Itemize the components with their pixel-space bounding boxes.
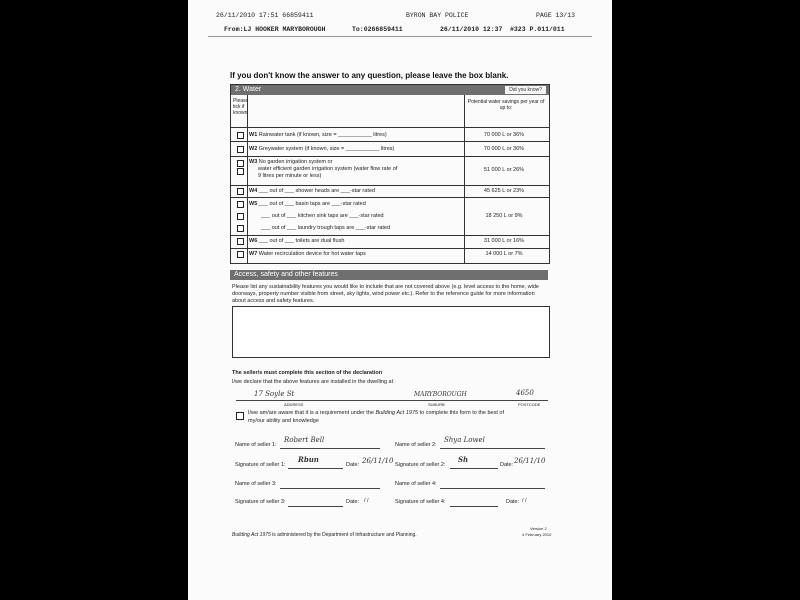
seller4-name-label: Name of seller 4:	[395, 481, 437, 487]
address-label: ADDRESS	[284, 402, 304, 407]
row-w2: W2 Greywater system (if known, size = ___________ litres)	[249, 146, 395, 152]
declaration-line: I/we declare that the above features are installed in the dwelling at	[232, 379, 394, 385]
access-instructions: Please list any sustainability features you would like to include that are not covered above (e.g. level access to the home, wide doorways, property number visible from street, sky lights, wind power etc.). Refer to the reference guide for more information about access and safety features.	[232, 284, 539, 304]
saving-w2: 70 000 L or 36%	[483, 146, 525, 152]
access-section-header: Access, safety and other features	[230, 270, 548, 280]
fax-ref: #323 P.011/011	[510, 26, 565, 33]
seller3-name-field[interactable]	[280, 488, 380, 489]
savings-header: Potential water savings per year of up to:	[467, 99, 545, 111]
aware-statement-line2: my/our ability and knowledge	[248, 418, 319, 424]
checkbox-w5c[interactable]	[237, 225, 244, 232]
footer-text: Building Act 1975 is administered by the Department of Infrastructure and Planning.	[232, 532, 417, 538]
seller1-name: Robert Bell	[284, 436, 325, 444]
seller3-signature-field[interactable]	[288, 506, 343, 507]
seller2-name: Shya Lowel	[444, 436, 485, 444]
seller2-signature: Sh	[458, 455, 469, 464]
postcode-handwritten: 4650	[516, 389, 534, 397]
row-w3-line2: water efficient garden irrigation system (water flow rate of	[258, 166, 398, 172]
row-w5-line2: ___ out of ___ kitchen sink taps are ___-star rated	[261, 213, 384, 219]
suburb-label: SUBURB	[428, 402, 445, 407]
access-features-textbox[interactable]	[232, 306, 550, 358]
seller4-date-blank[interactable]: / /	[522, 498, 527, 504]
row-w6: W6 ___ out of ___ toilets are dual flush	[249, 238, 345, 244]
row-w5-line3: ___ out of ___ laundry trough taps are ___-star rated	[261, 225, 391, 231]
water-table	[230, 84, 550, 264]
saving-w5: 18 250 L or 9%	[485, 213, 523, 219]
fax-date: 26/11/2010 12:37	[440, 26, 503, 33]
fax-header-left: 26/11/2010 17:51 66859411	[216, 12, 314, 19]
saving-w1: 70 000 L or 36%	[483, 132, 525, 138]
checkbox-w2[interactable]	[237, 146, 244, 153]
checkbox-w3a[interactable]	[237, 160, 244, 167]
fax-to: To:0266859411	[352, 26, 403, 33]
seller4-date-label: Date:	[506, 499, 520, 505]
seller4-signature-field[interactable]	[450, 506, 498, 507]
seller1-name-label: Name of seller 1:	[235, 442, 277, 448]
aware-statement: I/we am/are aware that it is a requirement under the Building Act 1975 to complete this form to the best of	[248, 410, 504, 416]
checkbox-w3b[interactable]	[237, 168, 244, 175]
checkbox-w5a[interactable]	[237, 201, 244, 208]
row-w7: W7 Water recirculation device for hot water taps	[249, 251, 366, 257]
row-w3-line3: 9 litres per minute or less)	[258, 173, 322, 179]
seller1-signature-label: Signature of seller 1:	[235, 462, 286, 468]
seller3-signature-label: Signature of seller 3:	[235, 499, 286, 505]
row-w4: W4 ___ out of ___ shower heads are ___-star rated	[249, 188, 375, 194]
seller3-date-label: Date:	[346, 499, 360, 505]
seller2-date-label: Date:	[500, 462, 514, 468]
tick-header: Please tick if known	[233, 98, 249, 116]
address-handwritten: 17 Soyle St	[254, 390, 295, 398]
row-w1: W1 Rainwater tank (if known, size = ___________ litres)	[249, 132, 387, 138]
seller2-name-label: Name of seller 2:	[395, 442, 437, 448]
checkbox-w7[interactable]	[237, 251, 244, 258]
seller4-signature-label: Signature of seller 4:	[395, 499, 446, 505]
footer-version-date: 4 February 2010	[522, 532, 552, 537]
seller1-signature: Rbun	[298, 455, 319, 464]
checkbox-w6[interactable]	[237, 238, 244, 245]
fax-divider	[208, 36, 592, 37]
seller2-signature-label: Signature of seller 2:	[395, 462, 446, 468]
fax-header-sender: BYRON BAY POLICE	[406, 12, 469, 19]
tick-column-divider	[247, 95, 248, 263]
seller3-date-blank[interactable]: / /	[364, 498, 369, 504]
fax-header-page: PAGE 13/13	[536, 12, 576, 19]
water-section-header	[231, 85, 549, 95]
seller4-name-field[interactable]	[440, 488, 545, 489]
fax-from: From:LJ HOOKER MARYBOROUGH	[224, 26, 326, 33]
saving-w6: 31 000 L or 16%	[483, 238, 525, 244]
saving-w7: 14 000 L or 7%	[485, 251, 523, 257]
seller3-name-label: Name of seller 3:	[235, 481, 277, 487]
seller2-date: 26/11/10	[514, 457, 546, 465]
saving-w3: 51 000 L or 26%	[483, 167, 525, 173]
postcode-label: POSTCODE	[518, 402, 541, 407]
checkbox-w1[interactable]	[237, 132, 244, 139]
document-page	[188, 0, 612, 600]
row-w3: W3 No garden irrigation system or	[249, 159, 333, 165]
did-you-know-badge: Did you know?	[505, 86, 546, 94]
suburb-handwritten: MARYBOROUGH	[414, 391, 467, 398]
checkbox-w5b[interactable]	[237, 213, 244, 220]
address-line	[236, 400, 548, 401]
lead-instruction: If you don't know the answer to any question, please leave the box blank.	[230, 71, 509, 80]
seller1-date-label: Date:	[346, 462, 360, 468]
seller1-date: 26/11/10	[362, 457, 394, 465]
water-title: 2. Water	[235, 86, 262, 93]
row-w5: W5 ___ out of ___ basin taps are ___-star rated	[249, 201, 366, 207]
saving-w4: 45 625 L or 23%	[483, 188, 525, 194]
checkbox-w4[interactable]	[237, 188, 244, 195]
declaration-heading: The seller/s must complete this section of the declaration	[232, 370, 383, 376]
aware-checkbox[interactable]	[236, 412, 244, 420]
footer-version: Version 2	[530, 526, 547, 531]
